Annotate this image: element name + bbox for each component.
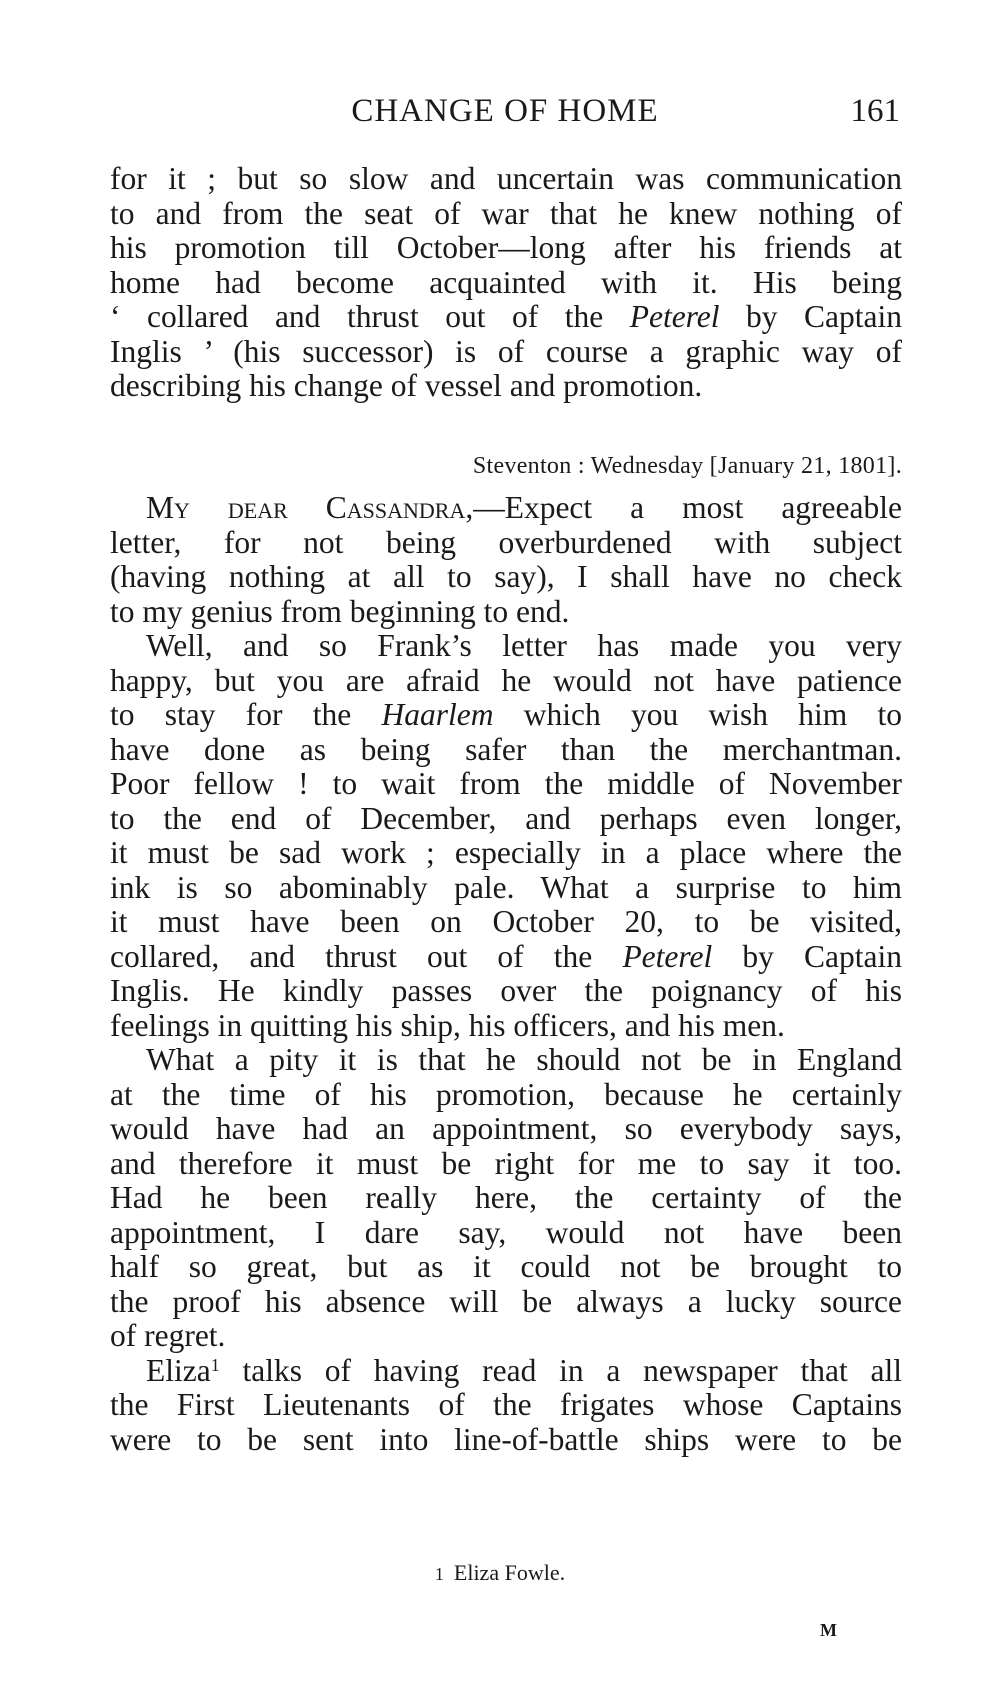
letter-dateline: Steventon : Wednesday [January 21, 1801]. — [472, 453, 902, 479]
page-title: CHANGE OF HOME — [351, 93, 659, 129]
text-line: of regret. — [110, 1318, 226, 1353]
salutation: My dear Cassandra, — [146, 490, 474, 525]
ship-name: Haarlem — [381, 697, 494, 732]
text-line — [110, 300, 902, 335]
text-line — [110, 1354, 902, 1389]
text-line: his promotion till October—long after his friends at — [110, 230, 902, 265]
text-run: collared, and thrust out of the — [110, 938, 593, 974]
footnote-reference[interactable]: 1 — [210, 1354, 220, 1375]
text-line: Had he been really here, the certainty of the — [110, 1180, 902, 1215]
text-line: ink is so abominably pale. What a surprise to him — [110, 869, 902, 905]
text-run: talks of having read in a newspaper that all — [219, 1352, 902, 1388]
text-line: What a pity it is that he should not be in England — [146, 1042, 902, 1077]
text-run: ‘ collared and thrust out of the — [110, 299, 604, 334]
text-run: by Captain — [719, 299, 902, 334]
text-line: and therefore it must be right for me to say it too. — [110, 1145, 902, 1181]
text-line: (having nothing at all to say), I shall have no check — [110, 559, 902, 594]
text-line: it must have been on October 20, to be visited, — [110, 904, 902, 939]
text-line: have done as being safer than the merchantman. — [110, 731, 902, 767]
ship-name: Peterel — [622, 938, 713, 974]
footnote-mark: 1 — [434, 1564, 444, 1584]
footnote-text: Eliza Fowle. — [453, 1560, 566, 1585]
signature-mark: M — [820, 1620, 838, 1640]
text-run: which you wish him to — [493, 697, 902, 732]
text-line: Inglis ’ (his successor) is of course a graphic way of — [110, 333, 902, 369]
text-line: describing his change of vessel and promotion. — [110, 368, 703, 403]
text-line: appointment, I dare say, would not have been — [110, 1214, 902, 1250]
text-line: Well, and so Frank’s letter has made you very — [146, 628, 902, 663]
text-line: for it ; but so slow and uncertain was communication — [110, 161, 902, 196]
text-run: by Captain — [712, 938, 902, 974]
letter-body — [110, 491, 902, 1457]
text-line: home had become acquainted with it. His being — [110, 264, 902, 300]
text-line: Poor fellow ! to wait from the middle of November — [110, 766, 902, 801]
page-number: 161 — [850, 93, 900, 129]
text-line: it must be sad work ; especially in a place where the — [110, 835, 902, 870]
text-line: to and from the seat of war that he knew nothing of — [110, 195, 902, 231]
text-line: at the time of his promotion, because he certainly — [110, 1076, 902, 1112]
footnote — [0, 1560, 1000, 1586]
text-run: —Expect a most agreeable — [473, 490, 902, 525]
text-run: Eliza — [146, 1352, 211, 1388]
running-head — [110, 93, 900, 137]
text-line: to my genius from beginning to end. — [110, 593, 570, 629]
intro-paragraph — [110, 162, 902, 404]
text-line: letter, for not being overburdened with subject — [110, 524, 902, 560]
text-line: would have had an appointment, so everybody says, — [110, 1111, 902, 1146]
text-line: Inglis. He kindly passes over the poignancy of his — [110, 973, 902, 1008]
text-line: half so great, but as it could not be brought to — [110, 1249, 902, 1284]
ship-name: Peterel — [629, 299, 720, 334]
text-line: the proof his absence will be always a lucky source — [110, 1283, 902, 1319]
text-line — [110, 698, 902, 733]
text-line — [110, 491, 902, 526]
text-run: to stay for the — [110, 697, 352, 732]
text-line: were to be sent into line-of-battle ships were to be — [110, 1421, 902, 1457]
text-line: feelings in quitting his ship, his officers, and his men. — [110, 1007, 785, 1043]
text-line: to the end of December, and perhaps even longer, — [110, 800, 902, 836]
text-line: the First Lieutenants of the frigates whose Captains — [110, 1387, 902, 1422]
text-line — [110, 940, 902, 975]
text-line: happy, but you are afraid he would not have patience — [110, 662, 902, 698]
